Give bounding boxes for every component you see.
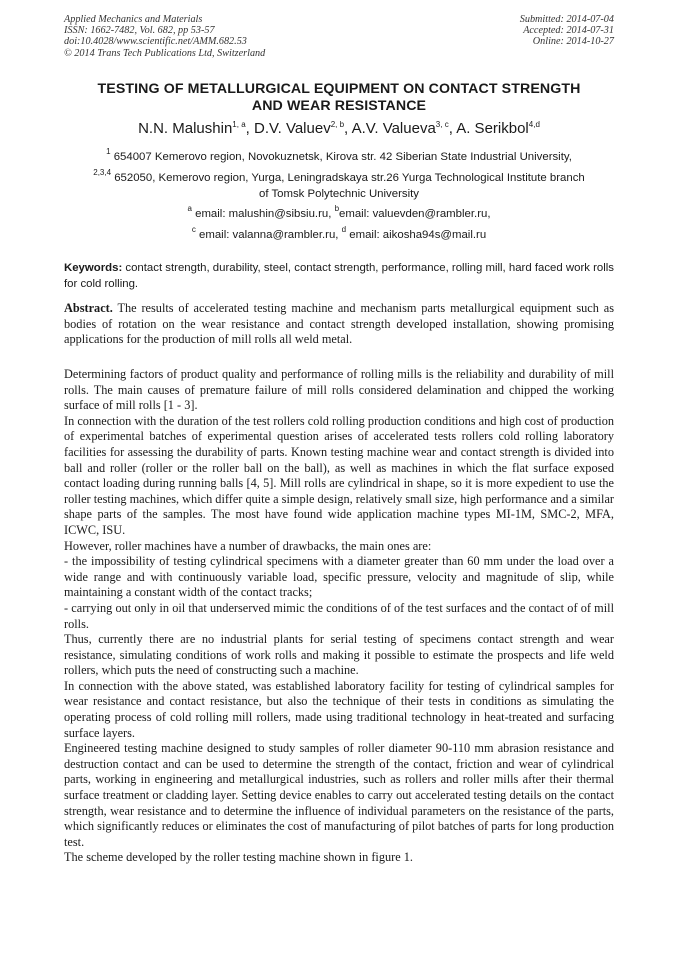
email-superscript: d (341, 225, 347, 234)
email-a: email: malushin@sibsiu.ru, (195, 208, 332, 220)
author-superscript: 1, a (232, 120, 246, 129)
paper-title (58, 81, 620, 115)
body-paragraph: However, roller machines have a number of drawbacks, the main ones are: (64, 538, 432, 553)
author-name: A. Serikbol (456, 120, 529, 137)
author-name: A.V. Valueva (351, 120, 436, 137)
body-paragraph: Determining factors of product quality and performance of rolling mills is the reliability and durability of mill rolls. The main causes of premature failure of mill rolls considered delamination and chipped the working surface of mill rolls [1 - 3]. (64, 367, 614, 413)
affiliation-superscript: 2,3,4 (93, 168, 112, 177)
keywords-section (64, 261, 614, 292)
author-separator: , (448, 120, 457, 137)
doi-line: doi:10.4028/www.scientific.net/AMM.682.53 (64, 36, 247, 48)
body-paragraph: In connection with the duration of the test rollers cold rolling production conditions and high cost of production of experimental batches of experimental question arises of accelerated tests rollers cold rolling laboratory facilities for assessing the durability of parts. Known testing machine wear and contact strength is divided into ball and roller (roller or the roller ball on the ball), as well as machines in which the flat surface exposed contact loading during running balls [4, 5]. Mill rolls are cylindrical in shape, so it is more expedient to use the roller testing machines, which differ quite a simple design, relatively small size, high performance and a similar shape parts of the samples. The most have found wide application machine types MI-1M, SMC-2, MFA, ICWC, ISU. (64, 413, 614, 537)
body-paragraph: - the impossibility of testing cylindrical specimens with a diameter greater than 60 mm under the load over a wide range and with continuously variable load, specific pressure, velocity and magnitude of slip, while maintaining a constant width of the contact tracks; (64, 554, 614, 600)
title-line-1: TESTING OF METALLURGICAL EQUIPMENT ON CONTACT STRENGTH (97, 81, 581, 97)
email-superscript: c (191, 225, 196, 234)
author-name: N.N. Malushin (138, 120, 233, 137)
keywords-label: Keywords: (64, 262, 123, 274)
affiliation-superscript: 1 (106, 147, 111, 156)
body-paragraph: In connection with the above stated, was established laboratory facility for testing of cylindrical samples for wear resistance and contact resistance, but also the technique of their tests in conditions as simulating the operating process of cold rolling mill rollers, made using traditional technology in heat-treated and surfacing surface layers. (64, 678, 614, 740)
accepted-date: Accepted: 2014-07-31 (523, 25, 614, 37)
email-b: email: valuevden@rambler.ru, (339, 208, 491, 220)
affiliation-text: 654007 Kemerovo region, Novokuznetsk, Kirova str. 42 Siberian State Industrial University, (113, 151, 572, 163)
author-separator: , (344, 120, 352, 137)
affiliation-1 (40, 149, 638, 165)
abstract-section (64, 301, 614, 348)
email-superscript: a (187, 204, 192, 213)
body-text (64, 367, 614, 866)
title-line-2: AND WEAR RESISTANCE (251, 98, 427, 114)
issn-line: ISSN: 1662-7482, Vol. 682, pp 53-57 (64, 25, 215, 37)
submission-dates (520, 14, 614, 48)
submitted-date: Submitted: 2014-07-04 (519, 14, 614, 25)
body-paragraph: Engineered testing machine designed to study samples of roller diameter 90-110 mm abrasion resistance and destruction contact and can be used to determine the strength of the contact, friction and wear of cylindrical parts, working in engineering and metallurgical industries, such as rollers and roller mills after their thermal surface treatment or cladding layer. Setting device enables to carry out accelerated testing details on the contact strength, wear resistance and to determine the influence of individual parameters on the resistance of the parts, which significantly reduces or eliminates the cost of manufacturing of pilot batches of parts for long production test. (64, 741, 614, 849)
email-d: email: aikosha94s@mail.ru (349, 229, 487, 241)
author-separator: , (245, 120, 254, 137)
email-superscript: b (334, 204, 340, 213)
affiliation-text: 652050, Kemerovo region, Yurga, Leningradskaya str.26 Yurga Technological Institute branch (114, 172, 585, 184)
email-line-2 (40, 227, 638, 243)
author-superscript: 2, b (330, 120, 345, 129)
body-paragraph: - carrying out only in oil that underserved mimic the conditions of of the test surfaces and the contact of of mill rolls. (64, 600, 614, 631)
body-paragraph: The scheme developed by the roller testing machine shown in figure 1. (64, 850, 413, 865)
keywords-text: contact strength, durability, steel, contact strength, performance, rolling mill, hard faced work rolls for cold rolling. (64, 262, 614, 290)
author-superscript: 4,d (528, 120, 540, 129)
online-date: Online: 2014-10-27 (532, 36, 614, 48)
journal-name: Applied Mechanics and Materials (64, 14, 203, 25)
copyright-line: © 2014 Trans Tech Publications Ltd, Switzerland (64, 47, 266, 59)
journal-info (64, 14, 265, 59)
affiliation-2 (40, 170, 638, 202)
email-c: email: valanna@rambler.ru, (199, 229, 339, 241)
author-name: D.V. Valuev (253, 120, 331, 137)
author-superscript: 3, c (435, 120, 449, 129)
author-list (40, 120, 638, 138)
email-line-1 (40, 206, 638, 222)
abstract-label: Abstract. (64, 301, 113, 315)
abstract-text: The results of accelerated testing machine and mechanism parts metallurgical equipment such as bodies of rotation on the wear resistance and contact strength developed installation, showing promising applications for the production of mill rolls all weld metal. (64, 301, 614, 347)
body-paragraph: Thus, currently there are no industrial plants for serial testing of specimens contact strength and wear resistance, simulating conditions of work rolls and making it possible to estimate the prospects and life weld rollers, which puts the need of constructing such a machine. (64, 632, 614, 678)
affiliation-text-continued: of Tomsk Polytechnic University (259, 188, 419, 200)
